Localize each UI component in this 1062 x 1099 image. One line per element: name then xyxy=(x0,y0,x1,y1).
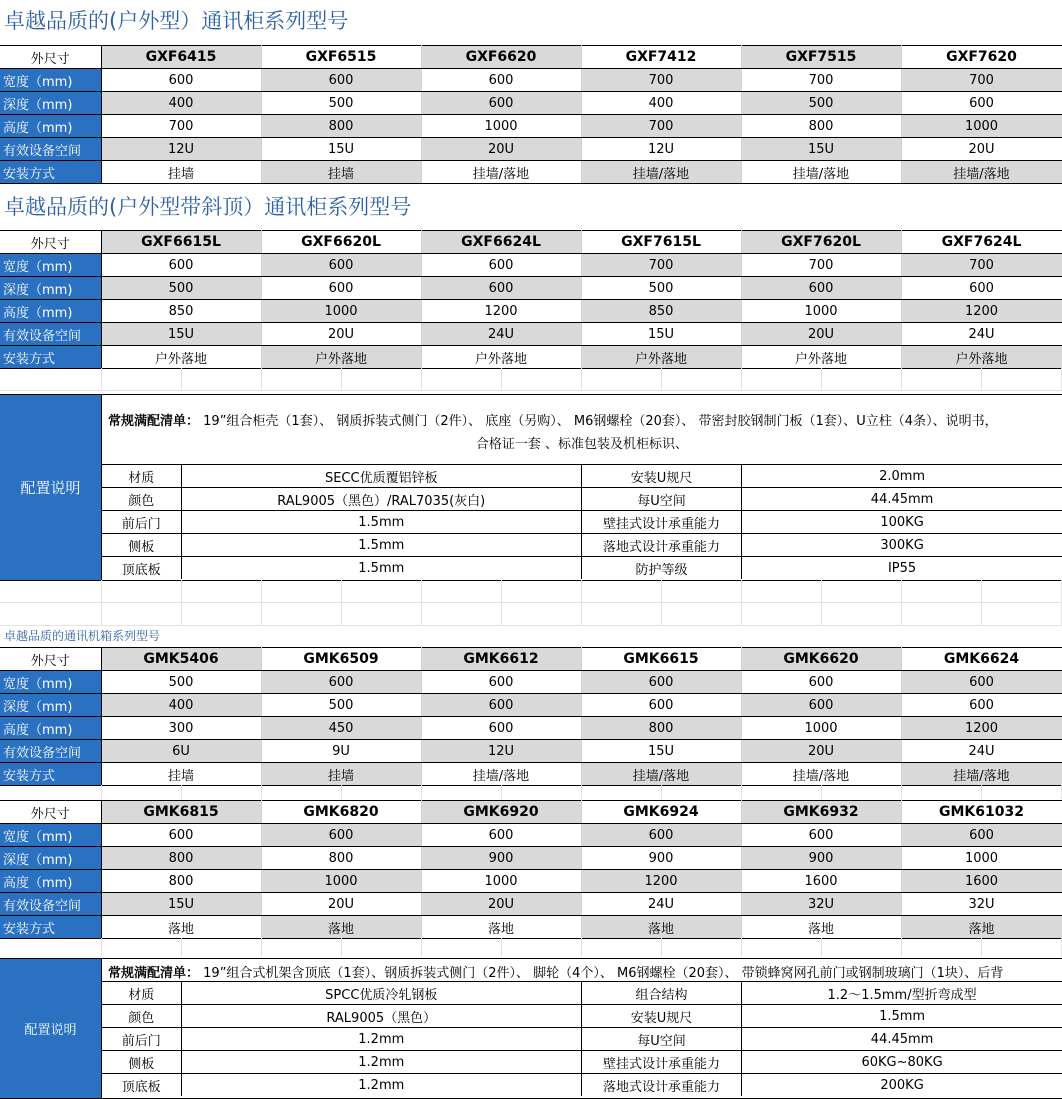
model-name: GXF7624L xyxy=(901,231,1062,254)
config-label: 材质 xyxy=(102,982,181,1005)
spec-row-width xyxy=(0,671,1062,694)
config-label: 壁挂式设计承重能力 xyxy=(581,511,741,534)
config-row xyxy=(102,1028,1062,1051)
spec-row-mount xyxy=(0,763,1062,786)
spec-cell: 700 xyxy=(901,69,1062,92)
spec-cell: 850 xyxy=(101,300,261,323)
spec-table-1 xyxy=(0,45,1062,184)
model-name: GXF6620L xyxy=(261,231,421,254)
spec-cell: 20U xyxy=(901,138,1062,161)
config-list-text-2: 合格证一套 、标准包装及机柜标识、 xyxy=(475,437,689,452)
spec-row-size-header xyxy=(0,46,1062,69)
spec-cell: 20U xyxy=(421,893,581,916)
spec-cell: 700 xyxy=(741,69,901,92)
config-list xyxy=(102,959,1062,982)
spec-cell: 1000 xyxy=(741,300,901,323)
config-value: 1.5mm xyxy=(742,1005,1062,1028)
spec-cell: 600 xyxy=(421,254,581,277)
section1-title: 卓越品质的(户外型）通讯柜系列型号 xyxy=(4,9,349,33)
model-name: GMK61032 xyxy=(901,801,1062,824)
model-name: GXF7620 xyxy=(901,46,1062,69)
spec-cell: 落地 xyxy=(421,916,581,939)
spec-cell: 挂墙 xyxy=(261,161,421,184)
spec-row-width xyxy=(0,69,1062,92)
config-row xyxy=(102,488,1062,511)
config-label: 侧板 xyxy=(102,1051,181,1074)
spec-cell: 落地 xyxy=(581,916,741,939)
config-label: 落地式设计承重能力 xyxy=(581,1074,741,1097)
spec-cell: 12U xyxy=(101,138,261,161)
spec-cell: 600 xyxy=(901,92,1062,115)
model-name: GXF6615L xyxy=(101,231,261,254)
spec-cell: 600 xyxy=(741,824,901,847)
spec-row-depth xyxy=(0,847,1062,870)
model-name: GXF7620L xyxy=(741,231,901,254)
spec-cell: 600 xyxy=(741,671,901,694)
model-name: GMK6615 xyxy=(581,648,741,671)
config-value: IP55 xyxy=(887,560,917,576)
spec-table-3 xyxy=(0,647,1062,786)
model-name: GXF6415 xyxy=(101,46,261,69)
spec-cell: 挂墙/落地 xyxy=(741,763,901,786)
config-label: 顶底板 xyxy=(102,557,181,580)
spec-cell: 800 xyxy=(741,115,901,138)
spec-cell: 500 xyxy=(741,92,901,115)
config-list-title: 常规满配清单： xyxy=(108,414,200,429)
row-label: 外尺寸 xyxy=(0,231,101,254)
spec-cell: 挂墙/落地 xyxy=(581,161,741,184)
config-label: 前后门 xyxy=(102,1028,181,1051)
config-label: 顶底板 xyxy=(102,1074,181,1097)
spec-cell: 6U xyxy=(101,740,261,763)
spec-cell: 900 xyxy=(421,847,581,870)
spec-cell: 15U xyxy=(581,323,741,346)
spec-row-depth xyxy=(0,277,1062,300)
spec-cell: 600 xyxy=(421,69,581,92)
spec-cell: 600 xyxy=(901,824,1062,847)
config-value: 44.45mm xyxy=(742,1028,1062,1051)
spec-row-space xyxy=(0,138,1062,161)
spec-cell: 1000 xyxy=(901,847,1062,870)
spec-cell: 落地 xyxy=(261,916,421,939)
spec-table-4 xyxy=(0,800,1062,939)
spec-cell: 1200 xyxy=(581,870,741,893)
spec-cell: 300 xyxy=(101,717,261,740)
config-label: 壁挂式设计承重能力 xyxy=(581,1051,741,1074)
spec-cell: 700 xyxy=(581,69,741,92)
row-label: 深度（mm) xyxy=(0,277,101,300)
row-label: 外尺寸 xyxy=(0,801,101,824)
spec-cell: 600 xyxy=(421,717,581,740)
spec-cell: 600 xyxy=(261,277,421,300)
row-label: 高度（mm) xyxy=(0,717,101,740)
spec-cell: 挂墙/落地 xyxy=(581,763,741,786)
spec-cell: 800 xyxy=(101,870,261,893)
config-row xyxy=(102,1051,1062,1074)
config-side-label: 配置说明 xyxy=(0,959,102,1098)
spec-cell: 32U xyxy=(741,893,901,916)
spec-cell: 32U xyxy=(901,893,1062,916)
config-value: 1.5mm xyxy=(181,511,581,534)
config-label: 组合结构 xyxy=(581,982,741,1005)
empty-grid-1 xyxy=(0,368,1062,391)
row-label: 有效设备空间 xyxy=(0,893,101,916)
spec-cell: 15U xyxy=(581,740,741,763)
row-label: 宽度（mm) xyxy=(0,69,101,92)
config-row xyxy=(102,534,1062,557)
spec-cell: 600 xyxy=(741,277,901,300)
row-label: 有效设备空间 xyxy=(0,138,101,161)
spec-row-mount xyxy=(0,161,1062,184)
spec-cell: 600 xyxy=(421,824,581,847)
row-label: 安装方式 xyxy=(0,346,101,369)
spec-row-mount xyxy=(0,346,1062,369)
spec-cell: 500 xyxy=(101,671,261,694)
spec-cell: 1000 xyxy=(261,870,421,893)
model-name: GMK6620 xyxy=(741,648,901,671)
empty-grid-4 xyxy=(0,938,1062,957)
spec-cell: 500 xyxy=(261,92,421,115)
row-label: 深度（mm) xyxy=(0,92,101,115)
spec-cell: 24U xyxy=(901,323,1062,346)
spec-cell: 800 xyxy=(581,717,741,740)
config-value: 100KG xyxy=(742,511,1062,534)
spec-cell: 600 xyxy=(741,694,901,717)
spec-cell: 24U xyxy=(581,893,741,916)
spec-cell: 600 xyxy=(421,671,581,694)
model-name: GXF7615L xyxy=(581,231,741,254)
spec-row-height xyxy=(0,300,1062,323)
spec-cell: 600 xyxy=(261,254,421,277)
spec-cell: 15U xyxy=(741,138,901,161)
spec-cell: 600 xyxy=(901,694,1062,717)
spec-cell: 700 xyxy=(101,115,261,138)
empty-grid-3 xyxy=(0,785,1062,799)
spec-cell: 600 xyxy=(421,277,581,300)
spec-row-height xyxy=(0,717,1062,740)
spec-cell: 500 xyxy=(101,277,261,300)
spec-cell: 800 xyxy=(261,847,421,870)
config-label: 材质 xyxy=(102,465,181,488)
row-label: 安装方式 xyxy=(0,916,101,939)
spec-cell: 600 xyxy=(901,277,1062,300)
spec-cell: 挂墙/落地 xyxy=(741,161,901,184)
model-name: GXF7412 xyxy=(581,46,741,69)
row-label: 深度（mm) xyxy=(0,847,101,870)
spec-cell: 400 xyxy=(101,92,261,115)
model-name: GXF7515 xyxy=(741,46,901,69)
spec-cell: 落地 xyxy=(101,916,261,939)
spec-cell: 900 xyxy=(741,847,901,870)
spec-cell: 12U xyxy=(421,740,581,763)
config-table-1 xyxy=(102,465,1062,579)
spec-cell: 850 xyxy=(581,300,741,323)
config-value: SECC优质覆铝锌板 xyxy=(181,465,581,488)
spec-cell: 600 xyxy=(581,694,741,717)
model-name: GMK5406 xyxy=(101,648,261,671)
config-label: 颜色 xyxy=(102,488,181,511)
spec-cell: 户外落地 xyxy=(101,346,261,369)
config-value: 1.2mm xyxy=(181,1074,581,1097)
config-value: 300KG xyxy=(742,534,1062,557)
spec-cell: 600 xyxy=(581,671,741,694)
model-name: GXF6620 xyxy=(421,46,581,69)
config-value: 60KG~80KG xyxy=(742,1051,1062,1074)
config-label: 颜色 xyxy=(102,1005,181,1028)
spec-cell: 24U xyxy=(901,740,1062,763)
spec-cell: 450 xyxy=(261,717,421,740)
config-label: 每U空间 xyxy=(581,1028,741,1051)
spec-cell: 20U xyxy=(421,138,581,161)
row-label: 外尺寸 xyxy=(0,46,101,69)
section2-title: 卓越品质的(户外型带斜顶）通讯柜系列型号 xyxy=(4,195,412,219)
config-row xyxy=(102,1074,1062,1097)
row-label: 外尺寸 xyxy=(0,648,101,671)
spec-cell: 15U xyxy=(261,138,421,161)
config-value: 2.0mm xyxy=(742,465,1062,488)
spec-cell: 800 xyxy=(101,847,261,870)
config-value: 1.5mm xyxy=(181,557,581,580)
spec-cell: 500 xyxy=(261,694,421,717)
spec-cell: 20U xyxy=(741,740,901,763)
config-value: 200KG xyxy=(880,1077,924,1093)
spec-row-width xyxy=(0,254,1062,277)
spec-cell: 1000 xyxy=(741,717,901,740)
spec-cell: 1000 xyxy=(261,300,421,323)
model-name: GXF6515 xyxy=(261,46,421,69)
config-row xyxy=(102,557,1062,580)
model-name: GMK6932 xyxy=(741,801,901,824)
spec-row-size-header xyxy=(0,231,1062,254)
config-side-label: 配置说明 xyxy=(0,395,102,580)
config-value: RAL9005（黑色）/RAL7035(灰白) xyxy=(181,488,581,511)
spec-cell: 600 xyxy=(261,824,421,847)
config-list-text: 19”组合柜壳（1套）、 钢质拆装式侧门（2件）、 底座（另购）、 M6钢螺栓（20套）、 带密封胶钢制门板（1套）、U立柱（4条）、说明书， xyxy=(199,414,998,429)
spec-row-mount xyxy=(0,916,1062,939)
config-value: 1.2mm xyxy=(181,1051,581,1074)
spec-cell: 户外落地 xyxy=(741,346,901,369)
spec-cell: 20U xyxy=(261,893,421,916)
spec-cell: 挂墙 xyxy=(261,763,421,786)
spec-cell: 700 xyxy=(581,254,741,277)
empty-grid-2 xyxy=(0,580,1062,626)
spec-cell: 1000 xyxy=(421,870,581,893)
model-name: GXF6624L xyxy=(421,231,581,254)
spec-row-depth xyxy=(0,92,1062,115)
config-list-title: 常规满配清单： xyxy=(108,966,200,981)
spec-cell: 800 xyxy=(261,115,421,138)
config-block-1 xyxy=(0,394,1062,581)
spec-cell: 1000 xyxy=(421,115,581,138)
row-label: 高度（mm) xyxy=(0,300,101,323)
spec-cell: 600 xyxy=(261,69,421,92)
spec-cell: 户外落地 xyxy=(261,346,421,369)
spec-row-depth xyxy=(0,694,1062,717)
spec-row-width xyxy=(0,824,1062,847)
spec-cell: 400 xyxy=(101,694,261,717)
section3-title: 卓越品质的通讯机箱系列型号 xyxy=(4,629,161,643)
model-name: GMK6924 xyxy=(581,801,741,824)
spec-cell: 1200 xyxy=(901,717,1062,740)
config-block-2 xyxy=(0,958,1062,1099)
spec-cell: 600 xyxy=(421,694,581,717)
row-label: 宽度（mm) xyxy=(0,824,101,847)
spec-cell: 挂墙/落地 xyxy=(901,763,1062,786)
config-table-2 xyxy=(102,982,1062,1096)
row-label: 高度（mm) xyxy=(0,870,101,893)
config-value: 1.5mm xyxy=(181,534,581,557)
config-value: 1.2mm xyxy=(181,1028,581,1051)
config-label: 侧板 xyxy=(102,534,181,557)
config-value: 1.2～1.5mm/型折弯成型 xyxy=(742,982,1062,1005)
config-row xyxy=(102,511,1062,534)
row-label: 宽度（mm) xyxy=(0,671,101,694)
model-name: GMK6820 xyxy=(261,801,421,824)
config-value: SPCC优质冷轧钢板 xyxy=(181,982,581,1005)
row-label: 深度（mm) xyxy=(0,694,101,717)
spec-cell: 挂墙/落地 xyxy=(901,161,1062,184)
config-list xyxy=(102,395,1062,465)
spec-cell: 700 xyxy=(901,254,1062,277)
spec-cell: 600 xyxy=(421,92,581,115)
row-label: 有效设备空间 xyxy=(0,323,101,346)
spec-cell: 700 xyxy=(581,115,741,138)
spec-cell: 600 xyxy=(581,824,741,847)
spec-cell: 9U xyxy=(261,740,421,763)
spec-cell: 挂墙/落地 xyxy=(421,161,581,184)
model-name: GMK6624 xyxy=(901,648,1062,671)
spec-cell: 700 xyxy=(741,254,901,277)
spec-cell: 挂墙 xyxy=(101,763,261,786)
spec-cell: 落地 xyxy=(901,916,1062,939)
spec-cell: 600 xyxy=(101,69,261,92)
spec-row-space xyxy=(0,740,1062,763)
config-row xyxy=(102,465,1062,488)
row-label: 安装方式 xyxy=(0,161,101,184)
spec-cell: 12U xyxy=(581,138,741,161)
spec-cell: 20U xyxy=(741,323,901,346)
spec-cell: 500 xyxy=(581,277,741,300)
spec-cell: 户外落地 xyxy=(421,346,581,369)
model-name: GMK6509 xyxy=(261,648,421,671)
row-label: 高度（mm) xyxy=(0,115,101,138)
config-row xyxy=(102,1005,1062,1028)
spec-cell: 1600 xyxy=(741,870,901,893)
config-value: 44.45mm xyxy=(742,488,1062,511)
config-label: 防护等级 xyxy=(581,557,741,580)
spec-row-height xyxy=(0,115,1062,138)
config-list-text: 19”组合式机架含顶底（1套）、钢质拆装式侧门（2件）、 脚轮（4个）、 M6钢螺栓（20套）、 带锁蜂窝网孔前门或钢制玻璃门（1块）、后背 xyxy=(199,966,1004,981)
spec-cell: 挂墙 xyxy=(101,161,261,184)
spec-row-size-header xyxy=(0,801,1062,824)
spec-cell: 15U xyxy=(101,893,261,916)
spec-row-height xyxy=(0,870,1062,893)
config-label: 落地式设计承重能力 xyxy=(581,534,741,557)
spec-cell: 1200 xyxy=(421,300,581,323)
config-label: 安装U规尺 xyxy=(581,1005,741,1028)
row-label: 安装方式 xyxy=(0,763,101,786)
spec-cell: 1600 xyxy=(901,870,1062,893)
spec-cell: 挂墙/落地 xyxy=(421,763,581,786)
spec-table-2 xyxy=(0,230,1062,369)
spec-cell: 户外落地 xyxy=(901,346,1062,369)
spec-cell: 600 xyxy=(101,824,261,847)
spec-cell: 600 xyxy=(901,671,1062,694)
config-label: 每U空间 xyxy=(581,488,741,511)
config-label: 前后门 xyxy=(102,511,181,534)
spec-cell: 15U xyxy=(101,323,261,346)
spec-cell: 900 xyxy=(581,847,741,870)
spec-cell: 600 xyxy=(261,671,421,694)
spec-row-size-header xyxy=(0,648,1062,671)
row-label: 宽度（mm) xyxy=(0,254,101,277)
spec-cell: 1200 xyxy=(901,300,1062,323)
row-label: 有效设备空间 xyxy=(0,740,101,763)
spec-row-space xyxy=(0,323,1062,346)
spec-cell: 户外落地 xyxy=(581,346,741,369)
spec-cell: 400 xyxy=(581,92,741,115)
spec-cell: 600 xyxy=(101,254,261,277)
config-label: 安装U规尺 xyxy=(581,465,741,488)
spec-cell: 24U xyxy=(421,323,581,346)
model-name: GMK6920 xyxy=(421,801,581,824)
config-row xyxy=(102,982,1062,1005)
spec-cell: 1000 xyxy=(901,115,1062,138)
config-value: RAL9005（黑色） xyxy=(181,1005,581,1028)
model-name: GMK6815 xyxy=(101,801,261,824)
model-name: GMK6612 xyxy=(421,648,581,671)
spec-cell: 落地 xyxy=(741,916,901,939)
spec-row-space xyxy=(0,893,1062,916)
spec-cell: 20U xyxy=(261,323,421,346)
